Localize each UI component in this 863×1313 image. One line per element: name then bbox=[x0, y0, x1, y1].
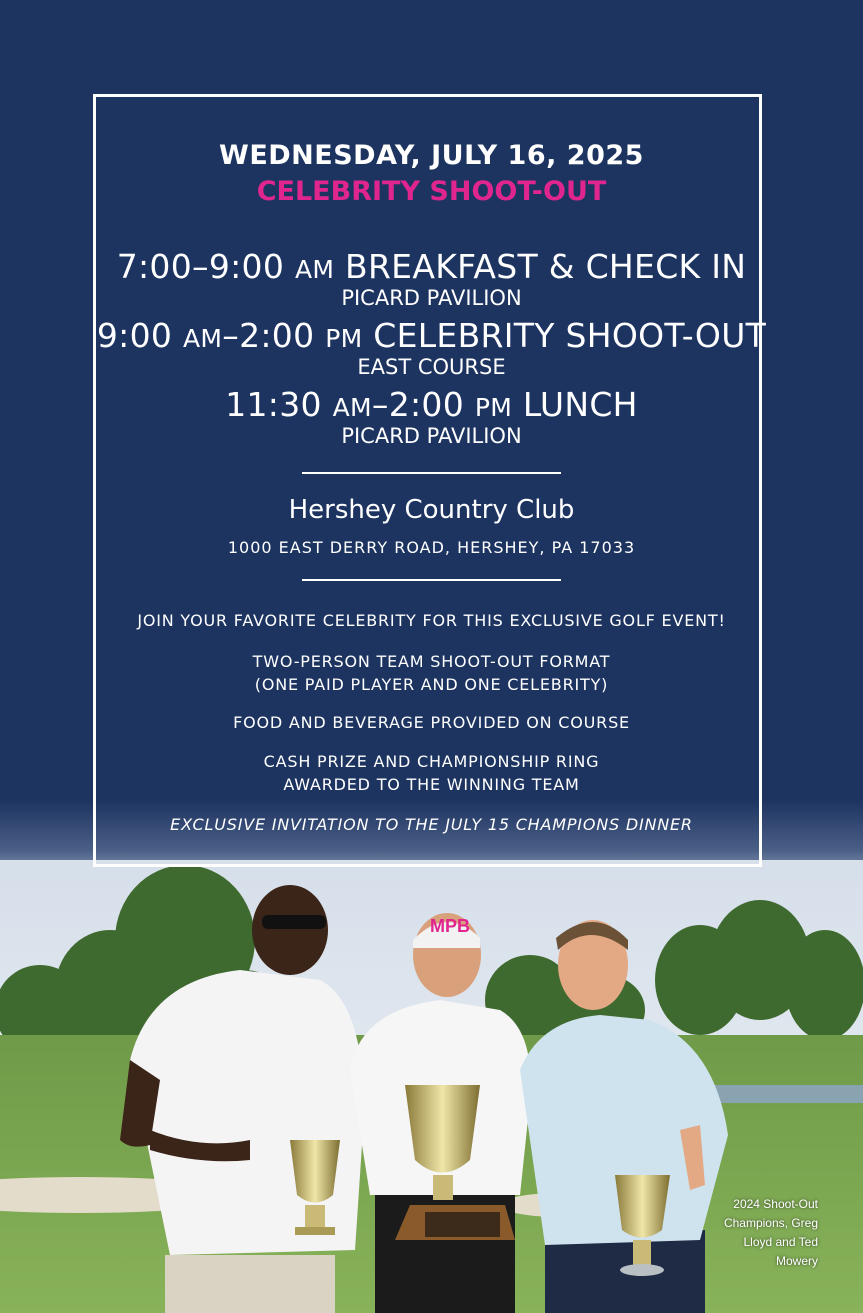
schedule-item-shootout: 9:00 AM–2:00 PM CELEBRITY SHOOT-OUT bbox=[96, 316, 767, 355]
schedule-item-lunch: 11:30 AM–2:00 PM LUNCH bbox=[225, 385, 638, 424]
event-title: CELEBRITY SHOOT-OUT bbox=[256, 176, 607, 207]
divider-bottom bbox=[302, 579, 561, 581]
venue-name: Hershey Country Club bbox=[288, 495, 575, 525]
detail-prize: CASH PRIZE AND CHAMPIONSHIP RING bbox=[263, 752, 600, 771]
schedule-location-breakfast: PICARD PAVILION bbox=[341, 286, 522, 310]
photo-caption: 2024 Shoot-Out Champions, Greg Lloyd and Ted Mowery bbox=[723, 1197, 818, 1268]
schedule-item-breakfast: 7:00–9:00 AM BREAKFAST & CHECK IN bbox=[116, 247, 747, 286]
detail-dinner: EXCLUSIVE INVITATION TO THE JULY 15 CHAMPIONS DINNER bbox=[170, 815, 693, 834]
detail-join: JOIN YOUR FAVORITE CELEBRITY FOR THIS EXCLUSIVE GOLF EVENT! bbox=[137, 611, 726, 630]
detail-prize-note: AWARDED TO THE WINNING TEAM bbox=[283, 775, 580, 794]
detail-format: TWO-PERSON TEAM SHOOT-OUT FORMAT bbox=[252, 652, 611, 671]
activity: BREAKFAST & CHECK IN bbox=[345, 247, 747, 286]
detail-format-note: (ONE PAID PLAYER AND ONE CELEBRITY) bbox=[254, 675, 609, 694]
start-time: 7:00 bbox=[116, 247, 193, 286]
schedule-location-lunch: PICARD PAVILION bbox=[341, 424, 522, 448]
cap-text: MPB bbox=[430, 916, 470, 936]
venue-address: 1000 EAST DERRY ROAD, HERSHEY, PA 17033 bbox=[227, 538, 636, 557]
divider-top bbox=[302, 472, 561, 474]
end-time: 9:00 bbox=[208, 247, 285, 286]
event-date: WEDNESDAY, JULY 16, 2025 bbox=[219, 140, 644, 171]
schedule-location-shootout: EAST COURSE bbox=[357, 355, 506, 379]
detail-food: FOOD AND BEVERAGE PROVIDED ON COURSE bbox=[233, 713, 630, 732]
